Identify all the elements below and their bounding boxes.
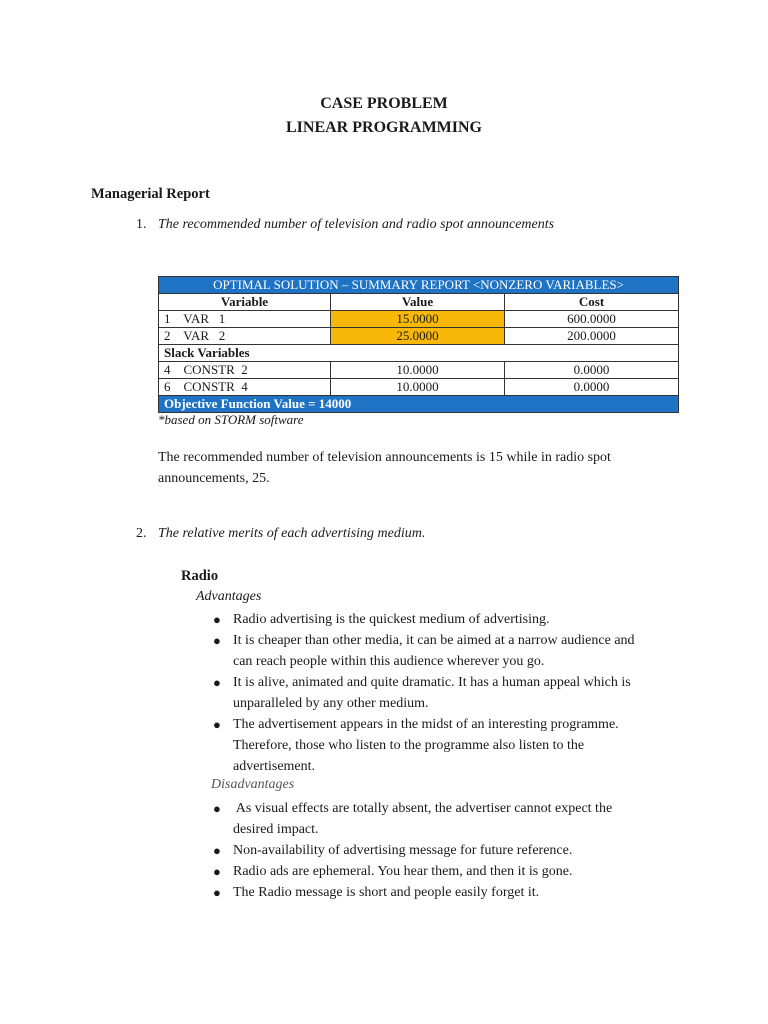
item-number: 2. bbox=[136, 526, 147, 541]
bullet-icon: ● bbox=[213, 801, 221, 816]
cell-variable: 2 VAR 2 bbox=[159, 328, 331, 345]
column-header-variable: Variable bbox=[159, 294, 331, 311]
list-item bbox=[212, 672, 672, 714]
list-item-line: It is cheaper than other media, it can be aimed at a narrow audience and bbox=[233, 633, 635, 648]
column-header-cost: Cost bbox=[505, 294, 679, 311]
item-number: 1. bbox=[136, 217, 147, 232]
list-item-line: Radio advertising is the quickest medium of advertising. bbox=[233, 612, 550, 627]
summary-report-table bbox=[158, 276, 679, 413]
bullet-icon: ● bbox=[213, 717, 221, 732]
summary-line: The recommended number of television announcements is 15 while in radio spot bbox=[158, 450, 611, 465]
list-item-line: advertisement. bbox=[233, 759, 316, 774]
cell-value: 25.0000 bbox=[331, 328, 505, 345]
cell-variable: 4 CONSTR 2 bbox=[159, 362, 331, 379]
radio-heading: Radio bbox=[181, 568, 219, 584]
table-row bbox=[159, 362, 679, 379]
list-item-line: As visual effects are totally absent, the advertiser cannot expect the bbox=[233, 801, 613, 816]
cell-cost: 200.0000 bbox=[505, 328, 679, 345]
list-item-line: It is alive, animated and quite dramatic. It has a human appeal which is bbox=[233, 675, 631, 690]
bullet-icon: ● bbox=[213, 612, 221, 627]
doc-title-line2: LINEAR PROGRAMMING bbox=[286, 119, 482, 136]
summary-paragraph bbox=[158, 447, 698, 489]
cell-variable: 1 VAR 1 bbox=[159, 311, 331, 328]
item-text: The recommended number of television and radio spot announcements bbox=[158, 217, 555, 232]
list-item bbox=[212, 798, 672, 840]
item-text: The relative merits of each advertising medium. bbox=[158, 526, 426, 541]
bullet-icon: ● bbox=[213, 885, 221, 900]
list-item bbox=[212, 861, 672, 882]
list-item-line: Radio ads are ephemeral. You hear them, and then it is gone. bbox=[233, 864, 573, 879]
objective-function-value: Objective Function Value = 14000 bbox=[159, 396, 679, 413]
list-item-line: The Radio message is short and people easily forget it. bbox=[233, 885, 540, 900]
cell-cost: 0.0000 bbox=[505, 379, 679, 396]
cell-value: 10.0000 bbox=[331, 379, 505, 396]
disadvantages-list bbox=[212, 798, 672, 903]
list-item-line: can reach people within this audience wherever you go. bbox=[233, 654, 545, 669]
cell-value: 15.0000 bbox=[331, 311, 505, 328]
table-row bbox=[159, 379, 679, 396]
bullet-icon: ● bbox=[213, 864, 221, 879]
list-item bbox=[212, 840, 672, 861]
cell-value: 10.0000 bbox=[331, 362, 505, 379]
doc-title-line1: CASE PROBLEM bbox=[320, 95, 448, 112]
numbered-item-1 bbox=[136, 217, 554, 233]
column-header-value: Value bbox=[331, 294, 505, 311]
cell-cost: 600.0000 bbox=[505, 311, 679, 328]
table-row bbox=[159, 328, 679, 345]
slack-variables-label: Slack Variables bbox=[159, 345, 679, 362]
list-item bbox=[212, 714, 672, 777]
numbered-item-2 bbox=[136, 526, 425, 542]
list-item-line: Therefore, those who listen to the programme also listen to the bbox=[233, 738, 585, 753]
disadvantages-label: Disadvantages bbox=[211, 777, 295, 792]
cell-cost: 0.0000 bbox=[505, 362, 679, 379]
list-item bbox=[212, 630, 672, 672]
table-title: OPTIMAL SOLUTION – SUMMARY REPORT <NONZERO VARIABLES> bbox=[159, 277, 679, 294]
section-heading: Managerial Report bbox=[91, 186, 210, 202]
list-item-line: desired impact. bbox=[233, 822, 319, 837]
advantages-label: Advantages bbox=[196, 589, 262, 604]
list-item-line: unparalleled by any other medium. bbox=[233, 696, 429, 711]
table-row bbox=[159, 311, 679, 328]
bullet-icon: ● bbox=[213, 633, 221, 648]
cell-variable: 6 CONSTR 4 bbox=[159, 379, 331, 396]
list-item bbox=[212, 882, 672, 903]
advantages-list bbox=[212, 609, 672, 777]
list-item bbox=[212, 609, 672, 630]
list-item-line: The advertisement appears in the midst of an interesting programme. bbox=[233, 717, 619, 732]
bullet-icon: ● bbox=[213, 843, 221, 858]
summary-line: announcements, 25. bbox=[158, 471, 270, 486]
bullet-icon: ● bbox=[213, 675, 221, 690]
list-item-line: Non-availability of advertising message for future reference. bbox=[233, 843, 573, 858]
table-note: *based on STORM software bbox=[158, 412, 304, 427]
